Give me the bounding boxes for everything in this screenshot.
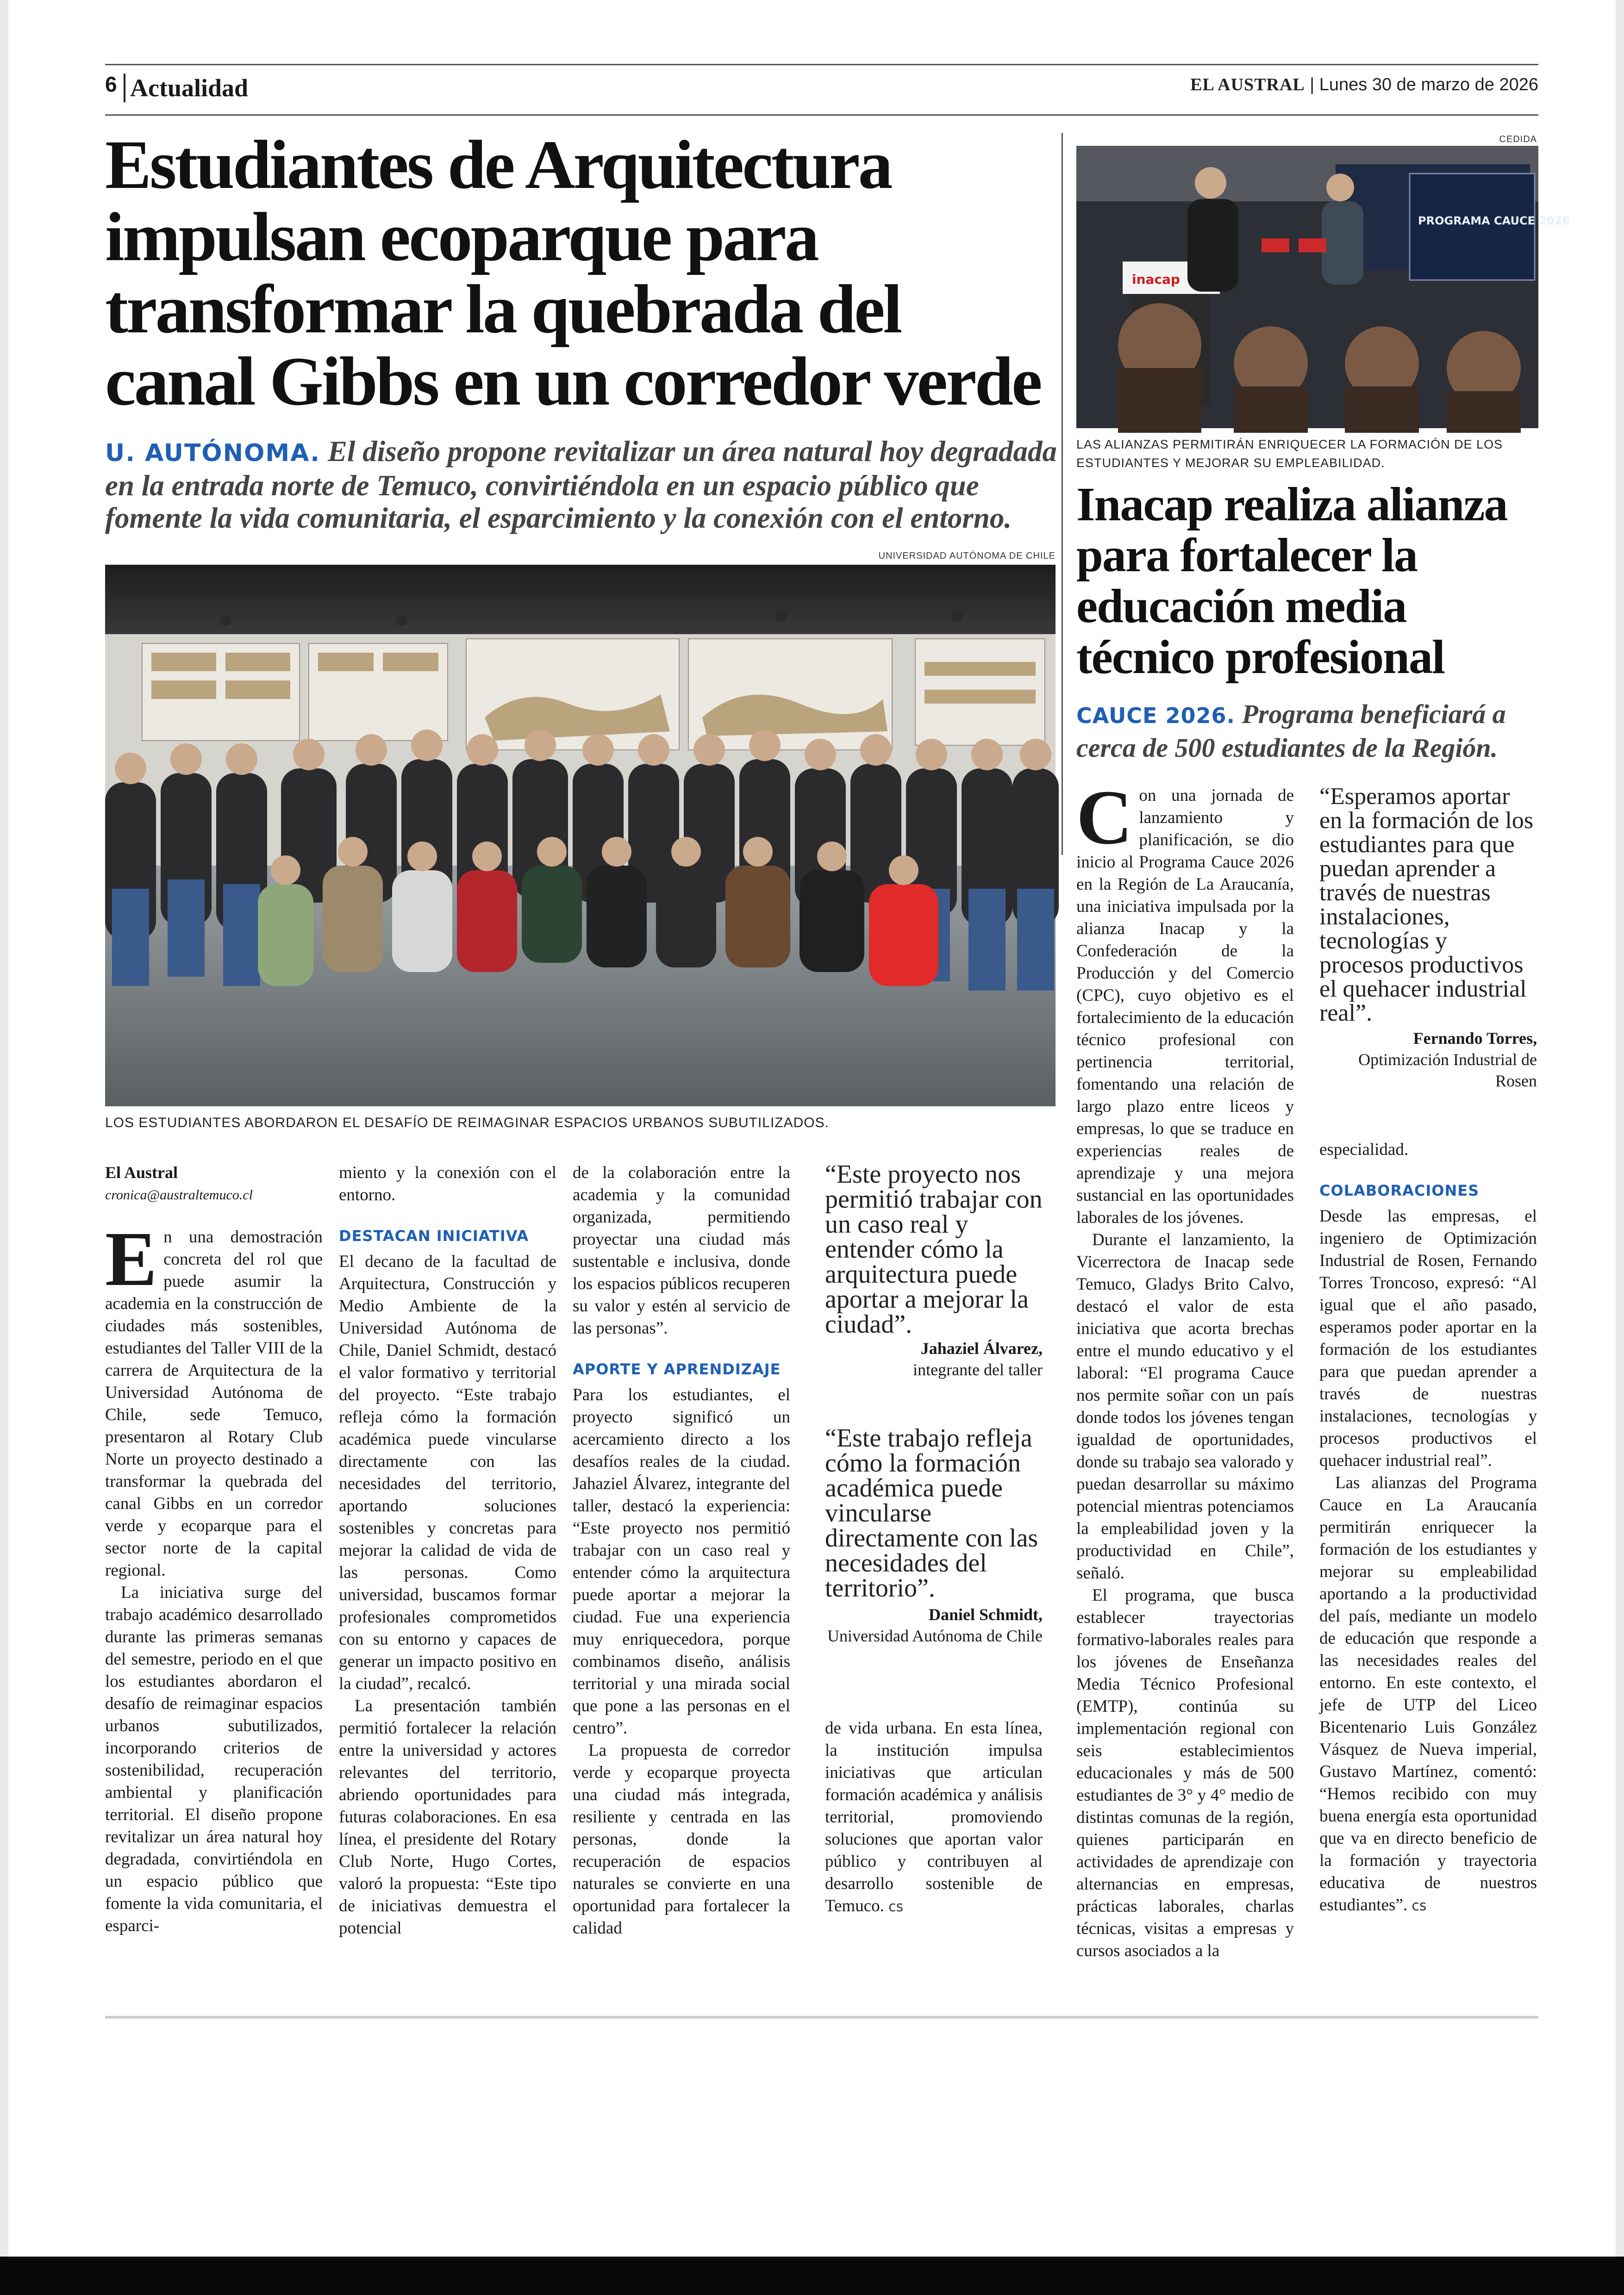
pull-quote-schmidt: “Este trabajo refleja cómo la formación académica puede vincularse directamente con las necesidades del territorio”. bbox=[825, 1424, 1038, 1603]
byline-email: cronica@australtemuco.cl bbox=[105, 1187, 253, 1203]
left-margin-strip bbox=[0, 0, 8, 2295]
podium-logo-text: inacap bbox=[1132, 272, 1180, 287]
main-deck-text: El diseño propone revitalizar un área natural hoy degradada en la entrada norte de Temuco, convirtiéndola en un espacio público que fomente la vida comunitaria, el esparcimiento y la conexión con el entorno. bbox=[105, 435, 1057, 534]
side-photo bbox=[1076, 146, 1570, 428]
paper-name: EL AUSTRAL bbox=[1190, 75, 1305, 94]
byline bbox=[105, 1162, 323, 1206]
issue-date: Lunes 30 de marzo de 2026 bbox=[1319, 75, 1538, 94]
side-photo-credit: CEDIDA bbox=[1499, 134, 1537, 144]
screen-text: PROGRAMA CAUCE 2026 bbox=[1418, 214, 1570, 227]
section-name: Actualidad bbox=[124, 74, 248, 102]
alvarez-name: Jahaziel Álvarez, bbox=[920, 1339, 1043, 1358]
page-header bbox=[105, 64, 1538, 116]
masthead: EL AUSTRAL | Lunes 30 de marzo de 2026 bbox=[1190, 75, 1538, 94]
main-col4-end-text: de vida urbana. En esta línea, la institución impulsa iniciativas que articulan formación académica y análisis territorial, promoviendo soluciones que aportan valor público y contribuyen al desarrollo sostenible de Temuco. bbox=[825, 1719, 1043, 1915]
column-rule bbox=[1062, 133, 1063, 855]
side-col1-p2: Durante el lanzamiento, la Vicerrectora de Inacap sede Temuco, Gladys Brito Calvo, destacó el valor de esta iniciativa que acorta brechas entre el mundo educativo y el laboral: “El programa Cauce nos permite soñar con un país donde todos los jóvenes tengan igualdad de oportunidades, donde su trabajo sea valorado y puedan desarrollar su máximo potencial mientras potenciamos la empleabilidad joven y la productividad en Chile”, señaló. bbox=[1076, 1230, 1294, 1583]
main-deck bbox=[105, 435, 1059, 534]
side-pull-quote-attribution bbox=[1319, 1028, 1537, 1091]
main-dropcap: E bbox=[105, 1216, 157, 1302]
side-col1-p3: El programa, que busca establecer trayectorias formativo-laborales reales para los jóvenes de Enseñanza Media Técnico Profesional (EMTP), continúa su implementación regional con seis establecimientos educacionales y más de 500 estudiantes de 3° y 4° medio de distintas comunas de la región, quienes participarán en actividades de aprendizaje con alternancias en empresas, prácticas laborales, charlas técnicas, visitas a empresas y cursos asociados a la bbox=[1076, 1586, 1294, 1960]
main-column-3 bbox=[573, 1162, 790, 1940]
side-col2-p0: especialidad. bbox=[1319, 1140, 1409, 1159]
schmidt-role: Universidad Autónoma de Chile bbox=[827, 1627, 1043, 1645]
subhead-destacan: DESTACAN INICIATIVA bbox=[339, 1227, 529, 1245]
group-photo-illustration bbox=[105, 565, 1056, 1106]
end-mark: cs bbox=[888, 1899, 904, 1915]
main-col2-p1: El decano de la facultad de Arquitectura, Construcción y Medio Ambiente de la Universidad Autónoma de Chile, Daniel Schmidt, destacó el valor formativo y territorial del proyecto. “Este trabajo refleja cómo la formación académica puede vincularse directamente con las necesidades del territorio, aportando soluciones sostenibles y concretas para mejorar la calidad de vida de las personas. Como universidad, buscamos formar profesionales comprometidos con su entorno y capaces de generar un impacto positivo en la ciudad”, recalcó. bbox=[339, 1252, 556, 1693]
alvarez-role: integrante del taller bbox=[913, 1360, 1043, 1379]
side-column-2 bbox=[1319, 1139, 1537, 1917]
torres-name: Fernando Torres, bbox=[1413, 1029, 1537, 1048]
newspaper-page bbox=[9, 0, 1615, 2295]
main-column-2 bbox=[339, 1162, 556, 1940]
main-col4-p-end bbox=[825, 1717, 1043, 1918]
classroom-photo-illustration bbox=[1076, 146, 1570, 428]
subhead-colaboraciones: COLABORACIONES bbox=[1319, 1182, 1480, 1199]
side-end-mark: cs bbox=[1412, 1898, 1427, 1914]
byline-name: El Austral bbox=[105, 1163, 178, 1182]
side-deck-text: Programa beneficiará a cerca de 500 estudiantes de la Región. bbox=[1076, 699, 1506, 763]
side-photo-caption: LAS ALIANZAS PERMITIRÁN ENRIQUECER LA FORMACIÓN DE LOS ESTUDIANTES Y MEJORAR SU EMPLEABILIDAD. bbox=[1076, 437, 1503, 470]
subhead-aporte: APORTE Y APRENDIZAJE bbox=[573, 1360, 781, 1378]
main-column-1 bbox=[105, 1162, 323, 1937]
right-margin-strip bbox=[1616, 0, 1624, 2295]
main-deck-tag: U. AUTÓNOMA. bbox=[105, 439, 321, 467]
page-number: 6 bbox=[105, 72, 117, 96]
main-col1-p1 bbox=[105, 1216, 323, 1582]
side-col1-p1-text: on una jornada de lanzamiento y planificación, se dio inicio al Programa Cauce 2026 en la Región de La Araucanía, una iniciativa impulsada por la alianza Inacap y la Confederación de la Producción y del Comercio (CPC), cuyo objetivo es el fortalecimiento de la educación técnico profesional con pertinencia territorial, fomentando una relación de largo plazo entre liceos y empresas, lo que se traduce en experiencias reales de aprendizaje y una mejora sustancial en las oportunidades laborales de los jóvenes. bbox=[1076, 786, 1294, 1227]
side-col2-p1: Desde las empresas, el ingeniero de Optimización Industrial de Rosen, Fernando Torres Troncoso, expresó: “Al igual que el año pasado, esperamos poder aportar en la formación de los estudiantes para que puedan aprender a través de nuestras instalaciones, tecnologías y procesos productivos el quehacer industrial real”. bbox=[1319, 1207, 1537, 1470]
pull-quote-schmidt-attribution bbox=[825, 1604, 1043, 1646]
main-col3-p0: de la colaboración entre la academia y la comunidad organizada, permitiendo proyectar una ciudad más sustentable e inclusiva, donde los espacios públicos recuperen su valor y estén al servicio de las personas”. bbox=[573, 1163, 790, 1338]
viewer-bottom-bar bbox=[0, 2257, 1624, 2295]
main-col3-p2: La propuesta de corredor verde y ecoparque proyecta una ciudad más integrada, resiliente y centrada en las personas, donde la recuperación de espacios naturales se convierte en una oportunidad para fortalecer la calidad bbox=[573, 1741, 790, 1938]
pull-quote-alvarez: “Este proyecto nos permitió trabajar con un caso real y entender cómo la arquitectura puede aportar a mejorar la ciudad”. bbox=[825, 1160, 1043, 1339]
bottom-rule bbox=[105, 2016, 1538, 2019]
side-deck bbox=[1076, 698, 1539, 764]
main-col1-p1-text: n una demostración concreta del rol que puede asumir la academia en la construcción de ciudades más sostenibles, estudiantes del Taller VIII de la carrera de Arquitectura de la Universidad Autónoma de Chile, sede Temuco, presentaron al Rotary Club Norte un proyecto destinado a transformar la quebrada del canal Gibbs en un corredor verde y ecoparque para el sector norte de la capital regional. bbox=[105, 1228, 323, 1580]
main-photo-credit: UNIVERSIDAD AUTÓNOMA DE CHILE bbox=[878, 551, 1056, 561]
main-photo-caption: LOS ESTUDIANTES ABORDARON EL DESAFÍO DE REIMAGINAR ESPACIOS URBANOS SUBUTILIZADOS. bbox=[105, 1115, 829, 1130]
side-col2-p2-text: Las alianzas del Programa Cauce en La Araucanía permitirán enriquecer la formación de los estudiantes y mejorar su empleabilidad aportando a la productividad del país, mediante un modelo de educación que responde a las necesidades reales del entorno. En este contexto, el jefe de UTP del Liceo Bicentenario Luis González Vásquez de Nueva imperial, Gustavo Martínez, comentó: “Hemos recibido con muy buena energía esta oportunidad que va en directo beneficio de la formación y trayectoria educativa de nuestros estudiantes”. bbox=[1319, 1473, 1537, 1915]
main-col2-p0: miento y la conexión con el entorno. bbox=[339, 1163, 556, 1204]
side-deck-tag: CAUCE 2026. bbox=[1076, 703, 1235, 728]
side-col2-p2 bbox=[1319, 1472, 1537, 1917]
main-col3-p1: Para los estudiantes, el proyecto significó un acercamiento directo a los desafíos reales de la ciudad. Jahaziel Álvarez, integrante del taller, destacó la experiencia: “Este proyecto nos permitió trabajar con un caso real y entender cómo la arquitectura puede aportar a mejorar la ciudad. Fue una experiencia muy enriquecedora, porque combinamos diseño, análisis territorial y una mirada social que pone a las personas en el centro”. bbox=[573, 1385, 790, 1738]
side-column-1 bbox=[1076, 774, 1294, 1962]
side-col1-p1 bbox=[1076, 774, 1294, 1229]
side-headline: Inacap realiza alianza para fortalecer la educación media técnico profesional bbox=[1076, 478, 1507, 684]
schmidt-name: Daniel Schmidt, bbox=[928, 1605, 1043, 1624]
torres-role: Optimización Industrial de Rosen bbox=[1358, 1050, 1537, 1090]
pull-quote-alvarez-attribution bbox=[825, 1338, 1043, 1380]
main-column-4-end bbox=[825, 1717, 1043, 1918]
main-col2-p2: La presentación también permitió fortalecer la relación entre la universidad y actores relevantes del territorio, abriendo oportunidades para futuras colaboraciones. En esa línea, el presidente del Rotary Club Norte, Hugo Cortes, valoró la propuesta: “Este tipo de iniciativas demuestra el potencial bbox=[339, 1696, 556, 1938]
main-photo bbox=[105, 565, 1056, 1106]
main-headline: Estudiantes de Arquitectura impulsan ecoparque para transformar la quebrada del canal Gibbs en un corredor verde bbox=[105, 126, 1041, 420]
side-dropcap: C bbox=[1076, 774, 1133, 861]
side-pull-quote: “Esperamos aportar en la formación de los estudiantes para que puedan aprender a través de nuestras instalaciones, tecnologías y procesos productivos el quehacer industrial real”. bbox=[1319, 783, 1534, 1026]
main-col1-p2: La iniciativa surge del trabajo académico desarrollado durante las primeras semanas del semestre, periodo en el que los estudiantes abordaron el desafío de reimaginar espacios urbanos subutilizados, incorporando criterios de sostenibilidad, recuperación ambiental y planificación territorial. El diseño propone revitalizar un área natural hoy degradada, convirtiéndola en un espacio público que fomente la vida comunitaria, el esparci- bbox=[105, 1583, 323, 1935]
